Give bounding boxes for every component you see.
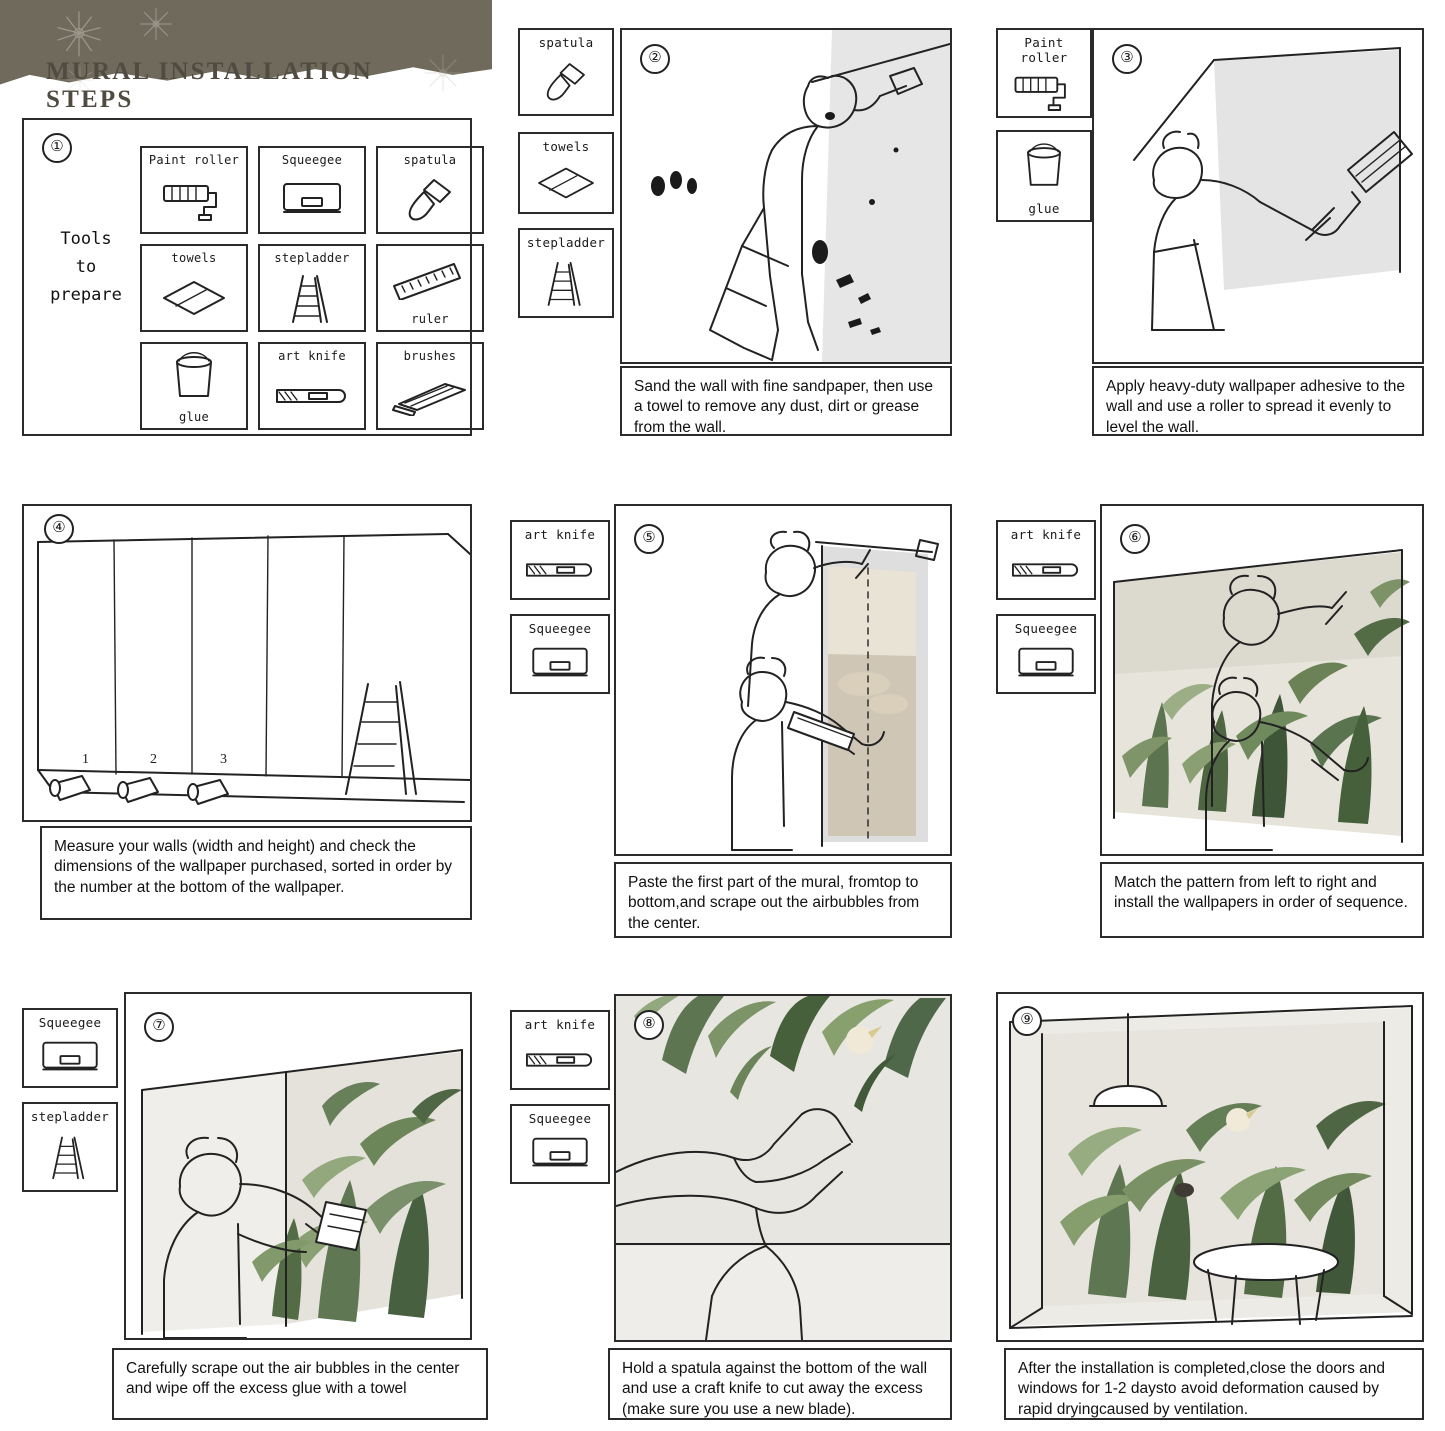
- stepladder-icon: [520, 250, 612, 316]
- glue-bucket-icon: [998, 132, 1090, 199]
- panel-8-illustration: [614, 994, 952, 1342]
- tools-heading-line-3: prepare: [50, 285, 122, 305]
- tool-label: Squeegee: [528, 621, 592, 636]
- art-knife-icon: [512, 1032, 608, 1088]
- panel-7-illustration: [124, 992, 472, 1340]
- panel-3-number: ③: [1112, 44, 1142, 74]
- panel-2-illustration: [620, 28, 952, 364]
- tool-squeegee: [258, 146, 366, 234]
- panel-5-tool-art-knife: [510, 520, 610, 600]
- panel-3-tool-paint-roller: [996, 28, 1092, 118]
- squeegee-icon: [24, 1030, 116, 1086]
- panel-9-caption: After the installation is completed,close the doors and windows for 1-2 daysto avoid deformation caused by rapid dryingcaused by ventilation.: [1004, 1348, 1424, 1420]
- tool-label: art knife: [278, 349, 346, 363]
- strip-number-3: 3: [220, 752, 227, 767]
- panel-6-caption: Match the pattern from left to right and install the wallpapers in order of sequence.: [1100, 862, 1424, 938]
- panel-3-caption: Apply heavy-duty wallpaper adhesive to the wall and use a roller to spread it evenly to level the wall.: [1092, 366, 1424, 436]
- panel-7-tool-squeegee: [22, 1008, 118, 1088]
- wallpaper-roll: [118, 778, 158, 802]
- floral-burst-icon: [52, 6, 106, 60]
- squeegee-icon: [512, 1126, 608, 1182]
- tool-paint-roller: [140, 146, 248, 234]
- panel-9-number: ⑨: [1012, 1006, 1042, 1036]
- panel-9-illustration: [996, 992, 1424, 1342]
- panel-2-number: ②: [640, 44, 670, 74]
- tool-label: Paint roller: [148, 153, 240, 167]
- tools-grid: [140, 146, 484, 430]
- panel-4-caption: Measure your walls (width and height) and check the dimensions of the wallpaper purchased, sorted in order by the number at the bottom of the wallpaper.: [40, 826, 472, 920]
- towels-icon: [142, 265, 246, 330]
- squeegee-icon: [260, 167, 364, 232]
- spatula-icon: [520, 50, 612, 114]
- tools-heading-line-2: to: [75, 257, 97, 277]
- panel-6-illustration: [1100, 504, 1424, 856]
- tool-label: art knife: [524, 527, 596, 542]
- panel-5-tool-squeegee: [510, 614, 610, 694]
- glue-bucket-icon: [142, 344, 246, 408]
- panel-7-caption: Carefully scrape out the air bubbles in the center and wipe off the excess glue with a towel: [112, 1348, 488, 1420]
- art-knife-icon: [512, 542, 608, 598]
- stepladder-icon: [24, 1124, 116, 1190]
- tool-spatula: [376, 146, 484, 234]
- panel-7-tool-stepladder: [22, 1102, 118, 1192]
- art-knife-icon: [260, 363, 364, 428]
- tool-label: brushes: [403, 349, 457, 363]
- tool-label: stepladder: [526, 235, 606, 250]
- ruler-icon: [378, 246, 482, 310]
- wallpaper-roll: [50, 776, 90, 800]
- panel-8-number: ⑧: [634, 1010, 664, 1040]
- panel-2-tool-stepladder: [518, 228, 614, 318]
- floral-burst-icon: [134, 2, 178, 46]
- tool-label: towels: [171, 251, 217, 265]
- panel-5-number: ⑤: [634, 524, 664, 554]
- panel-4-number: ④: [44, 514, 74, 544]
- stepladder-icon: [260, 265, 364, 330]
- tool-label: stepladder: [274, 251, 350, 265]
- panel-7-number: ⑦: [144, 1012, 174, 1042]
- page-title: MURAL INSTALLATION STEPS: [46, 58, 373, 113]
- tool-label: art knife: [1010, 527, 1082, 542]
- panel-8-tool-squeegee: [510, 1104, 610, 1184]
- tool-towels: [140, 244, 248, 332]
- spatula-icon: [378, 167, 482, 232]
- paint-roller-icon: [998, 65, 1090, 116]
- panel-5-caption: Paste the first part of the mural, fromtop to bottom,and scrape out the airbubbles from the center.: [614, 862, 952, 938]
- strip-number-1: 1: [82, 752, 89, 767]
- tools-heading-line-1: Tools: [60, 229, 112, 249]
- panel-6-tool-art-knife: [996, 520, 1096, 600]
- tool-label: Squeegee: [38, 1015, 102, 1030]
- squeegee-icon: [512, 636, 608, 692]
- panel-8-caption: Hold a spatula against the bottom of the wall and use a craft knife to cut away the excess (make sure you use a new blade).: [608, 1348, 952, 1420]
- tool-label: Squeegee: [528, 1111, 592, 1126]
- panel-8-tool-art-knife: [510, 1010, 610, 1090]
- tool-glue: [140, 342, 248, 430]
- tool-label: spatula: [403, 153, 457, 167]
- panel-3-illustration: [1092, 28, 1424, 364]
- tool-label: glue: [178, 410, 210, 424]
- tool-brushes: [376, 342, 484, 430]
- tool-ruler: [376, 244, 484, 332]
- tool-label: Squeegee: [1014, 621, 1078, 636]
- tool-label: towels: [542, 139, 590, 154]
- panel-2-tool-spatula: [518, 28, 614, 116]
- art-knife-icon: [998, 542, 1094, 598]
- tool-label: art knife: [524, 1017, 596, 1032]
- towels-icon: [520, 154, 612, 212]
- panel-2-tool-towels: [518, 132, 614, 214]
- panel-6-tool-squeegee: [996, 614, 1096, 694]
- panel-4-illustration: [22, 504, 472, 822]
- tool-art-knife: [258, 342, 366, 430]
- tool-stepladder: [258, 244, 366, 332]
- panel-6-number: ⑥: [1120, 524, 1150, 554]
- tool-label: stepladder: [30, 1109, 110, 1124]
- wallpaper-roll: [188, 780, 228, 804]
- panel-1-number: ①: [42, 133, 72, 163]
- brushes-icon: [378, 363, 482, 428]
- panel-3-tool-glue: [996, 130, 1092, 222]
- strip-number-2: 2: [150, 752, 157, 767]
- tool-label: Squeegee: [281, 153, 343, 167]
- tool-label: glue: [1028, 201, 1060, 216]
- panel-5-illustration: [614, 504, 952, 856]
- squeegee-icon: [998, 636, 1094, 692]
- tool-label: spatula: [538, 35, 594, 50]
- panel-2-caption: Sand the wall with fine sandpaper, then use a towel to remove any dust, dirt or grease from the wall.: [620, 366, 952, 436]
- tool-label: Paint roller: [1020, 35, 1068, 65]
- paint-roller-icon: [142, 167, 246, 232]
- tool-label: ruler: [411, 312, 449, 326]
